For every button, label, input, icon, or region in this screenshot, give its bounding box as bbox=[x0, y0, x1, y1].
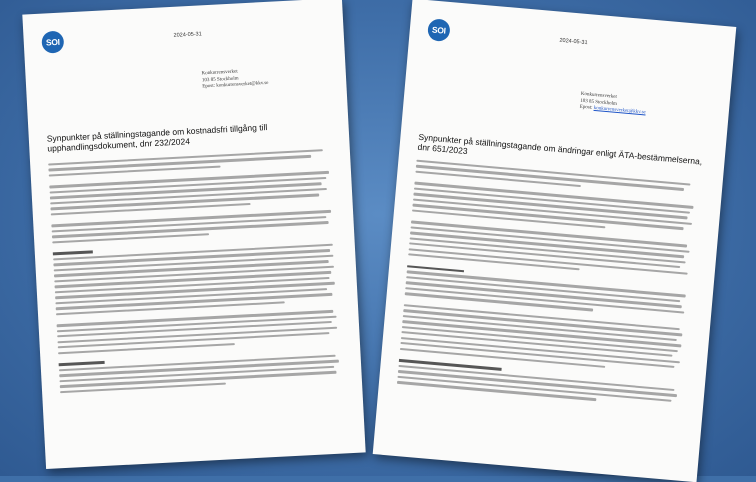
letter-page-left bbox=[22, 0, 365, 469]
letter-title: Synpunkter på ställningstagande om ändringar enligt ÄTA-bestämmelserna, dnr 651/2023 bbox=[417, 131, 703, 167]
recipient-org: Konkurrensverket bbox=[201, 69, 238, 77]
recipient-address bbox=[202, 68, 269, 91]
recipient-street: 103 85 Stockholm bbox=[201, 75, 239, 83]
soi-logo: SOI bbox=[427, 18, 451, 42]
recipient-address bbox=[579, 92, 647, 117]
email-link[interactable]: konkurrensverket@kkv.se bbox=[593, 105, 646, 116]
recipient-org: Konkurrensverket bbox=[580, 91, 618, 100]
letter-body bbox=[48, 149, 346, 397]
soi-logo: SOI bbox=[41, 31, 64, 54]
email-label: Epost: bbox=[579, 104, 593, 111]
letter-title: Synpunkter på ställningstagande om kostnadsfri tillgång till upphandlingsdokument, dnr 232/2024 bbox=[46, 122, 268, 154]
recipient-street: 103 85 Stockholm bbox=[580, 98, 618, 107]
text-line bbox=[397, 376, 671, 402]
letter-body bbox=[397, 160, 702, 412]
letter-date: 2024-05-31 bbox=[173, 31, 202, 39]
recipient-email: Epost: konkurrensverket@kkv.se bbox=[202, 80, 269, 90]
letter-page-right bbox=[373, 0, 737, 482]
letter-date: 2024-05-31 bbox=[559, 37, 588, 47]
